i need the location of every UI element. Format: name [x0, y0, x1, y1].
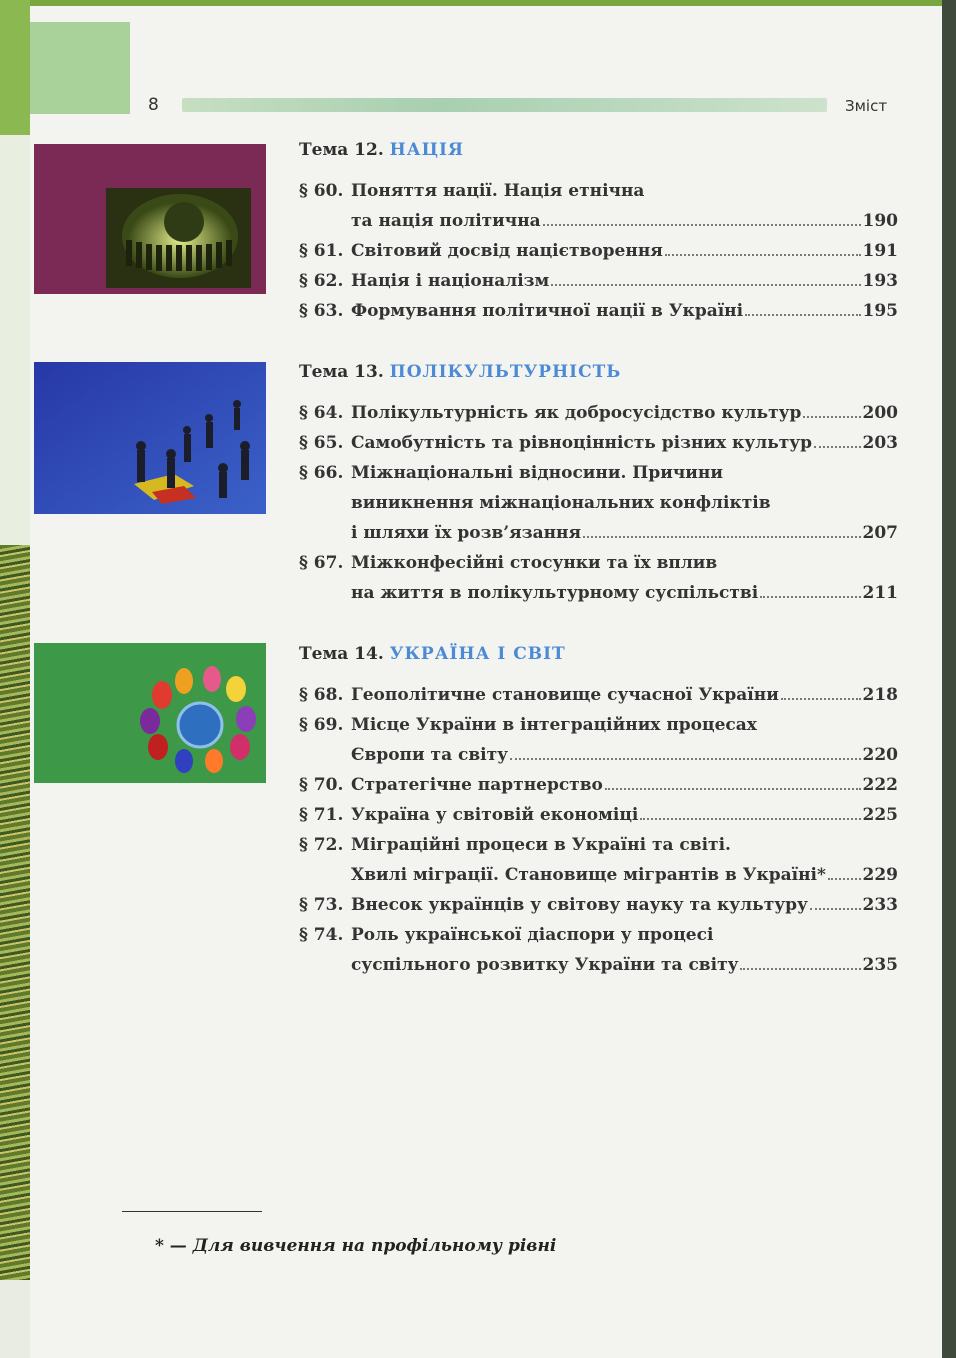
- entry-page: 200: [862, 403, 898, 423]
- toc-entry[interactable]: [299, 710, 898, 740]
- entry-title: Міжнаціональні відносини. Причини: [351, 463, 723, 483]
- leader-dots: [828, 878, 861, 880]
- leader-dots: [740, 968, 860, 970]
- toc-entry-continued[interactable]: [351, 860, 898, 890]
- entry-title: Хвилі міграції. Становище мігрантів в Україні*: [351, 865, 826, 885]
- entry-number: § 67.: [299, 553, 344, 573]
- entry-page: 193: [862, 271, 898, 291]
- toc-entry[interactable]: [299, 176, 898, 206]
- entry-page: 220: [862, 745, 898, 765]
- toc-entry[interactable]: [299, 266, 898, 296]
- topic-title: УКРАЇНА І СВІТ: [389, 644, 566, 664]
- entry-title: Внесок українців у світову науку та культуру: [351, 895, 808, 915]
- topic-14-image: [34, 643, 266, 783]
- entry-title: Поняття нації. Нація етнічна: [351, 181, 645, 201]
- leader-dots: [640, 818, 860, 820]
- entry-title: Світовий досвід націєтворення: [351, 241, 663, 261]
- entry-title: та нація політична: [351, 211, 541, 231]
- toc-entry-continued[interactable]: [351, 740, 898, 770]
- toc-entry-continued[interactable]: [351, 950, 898, 980]
- entry-number: § 61.: [299, 241, 344, 261]
- entry-title: Самобутність та рівноцінність різних культур: [351, 433, 813, 453]
- entry-page: 233: [862, 895, 898, 915]
- entry-page: 195: [862, 301, 898, 321]
- entry-title: Геополітичне становище сучасної України: [351, 685, 779, 705]
- toc-entry[interactable]: [299, 296, 898, 326]
- entry-page: 207: [862, 523, 898, 543]
- leader-dots: [665, 254, 861, 256]
- entry-title: Міжконфесійні стосунки та їх вплив: [351, 553, 718, 573]
- toc-entry[interactable]: [299, 428, 898, 458]
- entry-title: Роль української діаспори у процесі: [351, 925, 714, 945]
- toc-entry[interactable]: [299, 458, 898, 488]
- leader-dots: [810, 908, 861, 910]
- entry-number: § 65.: [299, 433, 344, 453]
- toc-entry[interactable]: [299, 236, 898, 266]
- entry-title: Стратегічне партнерство: [351, 775, 603, 795]
- page-edge: [942, 0, 956, 1358]
- entry-number: § 66.: [299, 463, 344, 483]
- entry-title: Місце України в інтеграційних процесах: [351, 715, 757, 735]
- entry-title: суспільного розвитку України та світу: [351, 955, 739, 975]
- entry-page: 190: [862, 211, 898, 231]
- entry-number: § 72.: [299, 835, 344, 855]
- entry-title: Формування політичної нації в Україні: [351, 301, 744, 321]
- toc-entry-continued[interactable]: [351, 578, 898, 608]
- entry-page: 225: [862, 805, 898, 825]
- entry-page: 235: [862, 955, 898, 975]
- top-border: [0, 0, 956, 6]
- leader-dots: [803, 416, 860, 418]
- entry-page: 229: [862, 865, 898, 885]
- topic-label: Тема 12.: [299, 140, 384, 160]
- entry-title-continued: виникнення міжнаціональних конфліктів: [351, 493, 771, 513]
- leader-dots: [605, 788, 861, 790]
- entry-number: § 68.: [299, 685, 344, 705]
- toc-entry[interactable]: [299, 890, 898, 920]
- entry-page: 218: [862, 685, 898, 705]
- topic-title: НАЦІЯ: [389, 140, 464, 160]
- toc-entry[interactable]: [299, 800, 898, 830]
- side-strip: [0, 0, 30, 135]
- entry-title: Полікультурність як добросусідство культур: [351, 403, 802, 423]
- leader-dots: [551, 284, 860, 286]
- entry-number: § 70.: [299, 775, 344, 795]
- entry-title: Європи та світу: [351, 745, 509, 765]
- entry-title: на життя в полікультурному суспільстві: [351, 583, 759, 603]
- side-strip: [0, 1280, 30, 1358]
- leader-dots: [745, 314, 860, 316]
- entry-number: § 71.: [299, 805, 344, 825]
- footnote-divider: [122, 1211, 262, 1212]
- entry-number: § 60.: [299, 181, 344, 201]
- leader-dots: [543, 224, 861, 226]
- topic-12-image: [34, 144, 266, 294]
- leader-dots: [760, 596, 860, 598]
- entry-number: § 73.: [299, 895, 344, 915]
- side-strip: [0, 135, 30, 545]
- topic-label: Тема 13.: [299, 362, 384, 382]
- entry-number: § 64.: [299, 403, 344, 423]
- topic-13-image: [34, 362, 266, 514]
- entry-title: Україна у світовій економіці: [351, 805, 639, 825]
- topic-label: Тема 14.: [299, 644, 384, 664]
- toc-entry[interactable]: [299, 920, 898, 950]
- topic-heading: [299, 644, 566, 664]
- toc-entry[interactable]: [299, 680, 898, 710]
- entry-page: 211: [862, 583, 898, 603]
- entry-page: 222: [862, 775, 898, 795]
- section-title: Зміст: [845, 97, 888, 115]
- topic-title: ПОЛІКУЛЬТУРНІСТЬ: [389, 362, 622, 382]
- topic-heading: [299, 362, 621, 382]
- header-bar: [182, 98, 827, 112]
- toc-entry[interactable]: [299, 398, 898, 428]
- entry-number: § 69.: [299, 715, 344, 735]
- toc-entry[interactable]: [299, 830, 898, 860]
- toc-entry[interactable]: [299, 770, 898, 800]
- entry-page: 203: [862, 433, 898, 453]
- leader-dots: [781, 698, 861, 700]
- leader-dots: [510, 758, 860, 760]
- entry-number: § 74.: [299, 925, 344, 945]
- toc-entry-continued[interactable]: [351, 206, 898, 236]
- entry-number: § 62.: [299, 271, 344, 291]
- header-square: [30, 22, 130, 114]
- entry-number: § 63.: [299, 301, 344, 321]
- side-strip-grass: [0, 545, 30, 1280]
- page-number: 8: [148, 95, 159, 115]
- entry-title: Нація і націоналізм: [351, 271, 550, 291]
- topic-heading: [299, 140, 464, 160]
- footnote: * — Для вивчення на профільному рівні: [155, 1236, 557, 1256]
- leader-dots: [814, 446, 860, 448]
- entry-title: і шляхи їх розв’язання: [351, 523, 582, 543]
- leader-dots: [583, 536, 860, 538]
- toc-entry[interactable]: [299, 548, 898, 578]
- toc-entry-continued[interactable]: [351, 518, 898, 548]
- entry-page: 191: [862, 241, 898, 261]
- entry-title: Міграційні процеси в Україні та світі.: [351, 835, 731, 855]
